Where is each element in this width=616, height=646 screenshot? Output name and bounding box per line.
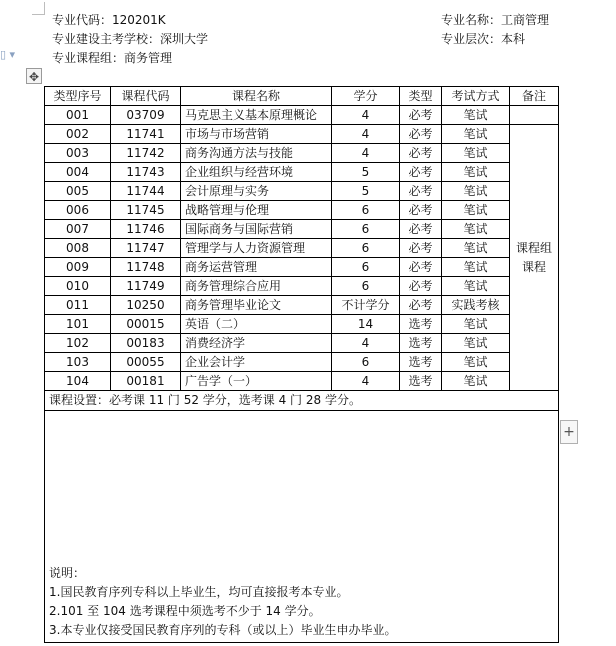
- summary-row: [45, 391, 559, 411]
- cell-name: 战略管理与伦理: [181, 201, 332, 220]
- cell-credit: 4: [332, 144, 400, 163]
- header-seq: 类型序号: [45, 87, 111, 106]
- cell-exam: 笔试: [442, 201, 510, 220]
- cell-credit: 4: [332, 372, 400, 391]
- cell-type: 必考: [400, 277, 442, 296]
- cell-name: 企业组织与经营环境: [181, 163, 332, 182]
- cell-type: 必考: [400, 106, 442, 125]
- cell-exam: 笔试: [442, 353, 510, 372]
- cell-code: 00055: [111, 353, 181, 372]
- remark-course-group: [510, 125, 559, 391]
- cell-type: 选考: [400, 372, 442, 391]
- course-summary: 课程设置：必考课 11 门 52 学分，选考课 4 门 28 学分。: [45, 391, 559, 411]
- table-header-row: [45, 87, 559, 106]
- header-exam: 考试方式: [442, 87, 510, 106]
- cell-remark: [510, 106, 559, 125]
- cell-credit: 6: [332, 258, 400, 277]
- cell-type: 选考: [400, 353, 442, 372]
- cell-type: 必考: [400, 220, 442, 239]
- course-group: 专业课程组：商务管理: [52, 51, 173, 65]
- cell-code: 03709: [111, 106, 181, 125]
- cell-credit: 不计学分: [332, 296, 400, 315]
- cell-seq: 001: [45, 106, 111, 125]
- major-name: 专业名称：工商管理: [441, 13, 550, 27]
- cell-type: 必考: [400, 239, 442, 258]
- table-row: [45, 334, 559, 353]
- cell-exam: 笔试: [442, 372, 510, 391]
- cell-seq: 002: [45, 125, 111, 144]
- cell-code: 11744: [111, 182, 181, 201]
- cell-exam: 笔试: [442, 258, 510, 277]
- cell-code: 00181: [111, 372, 181, 391]
- cell-seq: 102: [45, 334, 111, 353]
- cell-seq: 009: [45, 258, 111, 277]
- header-credit: 学分: [332, 87, 400, 106]
- cell-name: 英语（二）: [181, 315, 332, 334]
- cell-name: 市场与市场营销: [181, 125, 332, 144]
- header-code: 课程代码: [111, 87, 181, 106]
- remark-line-1: 课程组: [515, 240, 552, 255]
- cell-exam: 实践考核: [442, 296, 510, 315]
- table-move-handle-icon[interactable]: ✥: [26, 68, 42, 84]
- cell-credit: 6: [332, 239, 400, 258]
- table-row: [45, 353, 559, 372]
- cell-type: 必考: [400, 201, 442, 220]
- table-row: [45, 277, 559, 296]
- cell-type: 必考: [400, 144, 442, 163]
- notes-title: 说明：: [49, 566, 86, 580]
- cell-seq: 008: [45, 239, 111, 258]
- table-row: [45, 125, 559, 144]
- cell-code: 11742: [111, 144, 181, 163]
- cell-seq: 011: [45, 296, 111, 315]
- cell-name: 国际商务与国际营销: [181, 220, 332, 239]
- add-row-plus-icon[interactable]: +: [560, 420, 578, 444]
- cell-name: 商务沟通方法与技能: [181, 144, 332, 163]
- cell-seq: 104: [45, 372, 111, 391]
- cell-seq: 101: [45, 315, 111, 334]
- cell-credit: 4: [332, 106, 400, 125]
- cell-type: 选考: [400, 315, 442, 334]
- cell-seq: 003: [45, 144, 111, 163]
- cell-credit: 4: [332, 334, 400, 353]
- cell-exam: 笔试: [442, 182, 510, 201]
- cell-code: 10250: [111, 296, 181, 315]
- cell-exam: 笔试: [442, 163, 510, 182]
- table-row: [45, 315, 559, 334]
- cell-code: 11748: [111, 258, 181, 277]
- cell-name: 管理学与人力资源管理: [181, 239, 332, 258]
- cell-credit: 5: [332, 163, 400, 182]
- cell-exam: 笔试: [442, 144, 510, 163]
- host-school: 专业建设主考学校：深圳大学: [52, 32, 209, 46]
- cell-exam: 笔试: [442, 106, 510, 125]
- table-row: [45, 106, 559, 125]
- cell-exam: 笔试: [442, 239, 510, 258]
- note-item-3: 3.本专业仅接受国民教育序列的专科（或以上）毕业生申办毕业。: [49, 623, 397, 637]
- cell-seq: 007: [45, 220, 111, 239]
- note-item-1: 1.国民教育序列专科以上毕业生，均可直接报考本专业。: [49, 585, 349, 599]
- cell-code: 00183: [111, 334, 181, 353]
- cell-name: 马克思主义基本原理概论: [181, 106, 332, 125]
- major-level: 专业层次：本科: [441, 32, 526, 46]
- cell-name: 会计原理与实务: [181, 182, 332, 201]
- remark-line-2: 课程: [521, 259, 546, 274]
- table-row: [45, 372, 559, 391]
- cell-code: 11747: [111, 239, 181, 258]
- notes-cell: [45, 411, 559, 643]
- notes-row: [45, 411, 559, 643]
- cell-exam: 笔试: [442, 315, 510, 334]
- cell-name: 商务管理毕业论文: [181, 296, 332, 315]
- table-row: [45, 239, 559, 258]
- major-code: 专业代码：120201K: [52, 13, 166, 27]
- cell-credit: 14: [332, 315, 400, 334]
- cell-code: 11743: [111, 163, 181, 182]
- cell-credit: 5: [332, 182, 400, 201]
- table-row: [45, 182, 559, 201]
- cell-code: 00015: [111, 315, 181, 334]
- cell-credit: 6: [332, 277, 400, 296]
- cell-type: 必考: [400, 258, 442, 277]
- cell-exam: 笔试: [442, 125, 510, 144]
- cell-name: 消费经济学: [181, 334, 332, 353]
- page-corner-mark: [32, 2, 45, 15]
- cell-name: 商务管理综合应用: [181, 277, 332, 296]
- cell-name: 企业会计学: [181, 353, 332, 372]
- cell-code: 11745: [111, 201, 181, 220]
- cell-name: 广告学（一）: [181, 372, 332, 391]
- table-row: [45, 296, 559, 315]
- cell-type: 必考: [400, 125, 442, 144]
- cell-credit: 6: [332, 201, 400, 220]
- table-row: [45, 163, 559, 182]
- header-name: 课程名称: [181, 87, 332, 106]
- cell-code: 11741: [111, 125, 181, 144]
- cell-type: 必考: [400, 182, 442, 201]
- cell-exam: 笔试: [442, 220, 510, 239]
- cell-type: 必考: [400, 296, 442, 315]
- cell-seq: 103: [45, 353, 111, 372]
- cell-type: 必考: [400, 163, 442, 182]
- cell-credit: 6: [332, 353, 400, 372]
- note-item-2: 2.101 至 104 选考课程中须选考不少于 14 学分。: [49, 604, 321, 618]
- cell-seq: 010: [45, 277, 111, 296]
- course-table: [44, 86, 559, 643]
- table-row: [45, 201, 559, 220]
- cell-code: 11746: [111, 220, 181, 239]
- document-icon[interactable]: ▯ ▾: [0, 48, 16, 61]
- cell-name: 商务运营管理: [181, 258, 332, 277]
- table-row: [45, 220, 559, 239]
- cell-exam: 笔试: [442, 334, 510, 353]
- cell-credit: 4: [332, 125, 400, 144]
- cell-credit: 6: [332, 220, 400, 239]
- cell-code: 11749: [111, 277, 181, 296]
- table-row: [45, 258, 559, 277]
- cell-seq: 005: [45, 182, 111, 201]
- header-remark: 备注: [510, 87, 559, 106]
- cell-type: 选考: [400, 334, 442, 353]
- cell-seq: 006: [45, 201, 111, 220]
- cell-exam: 笔试: [442, 277, 510, 296]
- cell-seq: 004: [45, 163, 111, 182]
- table-row: [45, 144, 559, 163]
- header-type: 类型: [400, 87, 442, 106]
